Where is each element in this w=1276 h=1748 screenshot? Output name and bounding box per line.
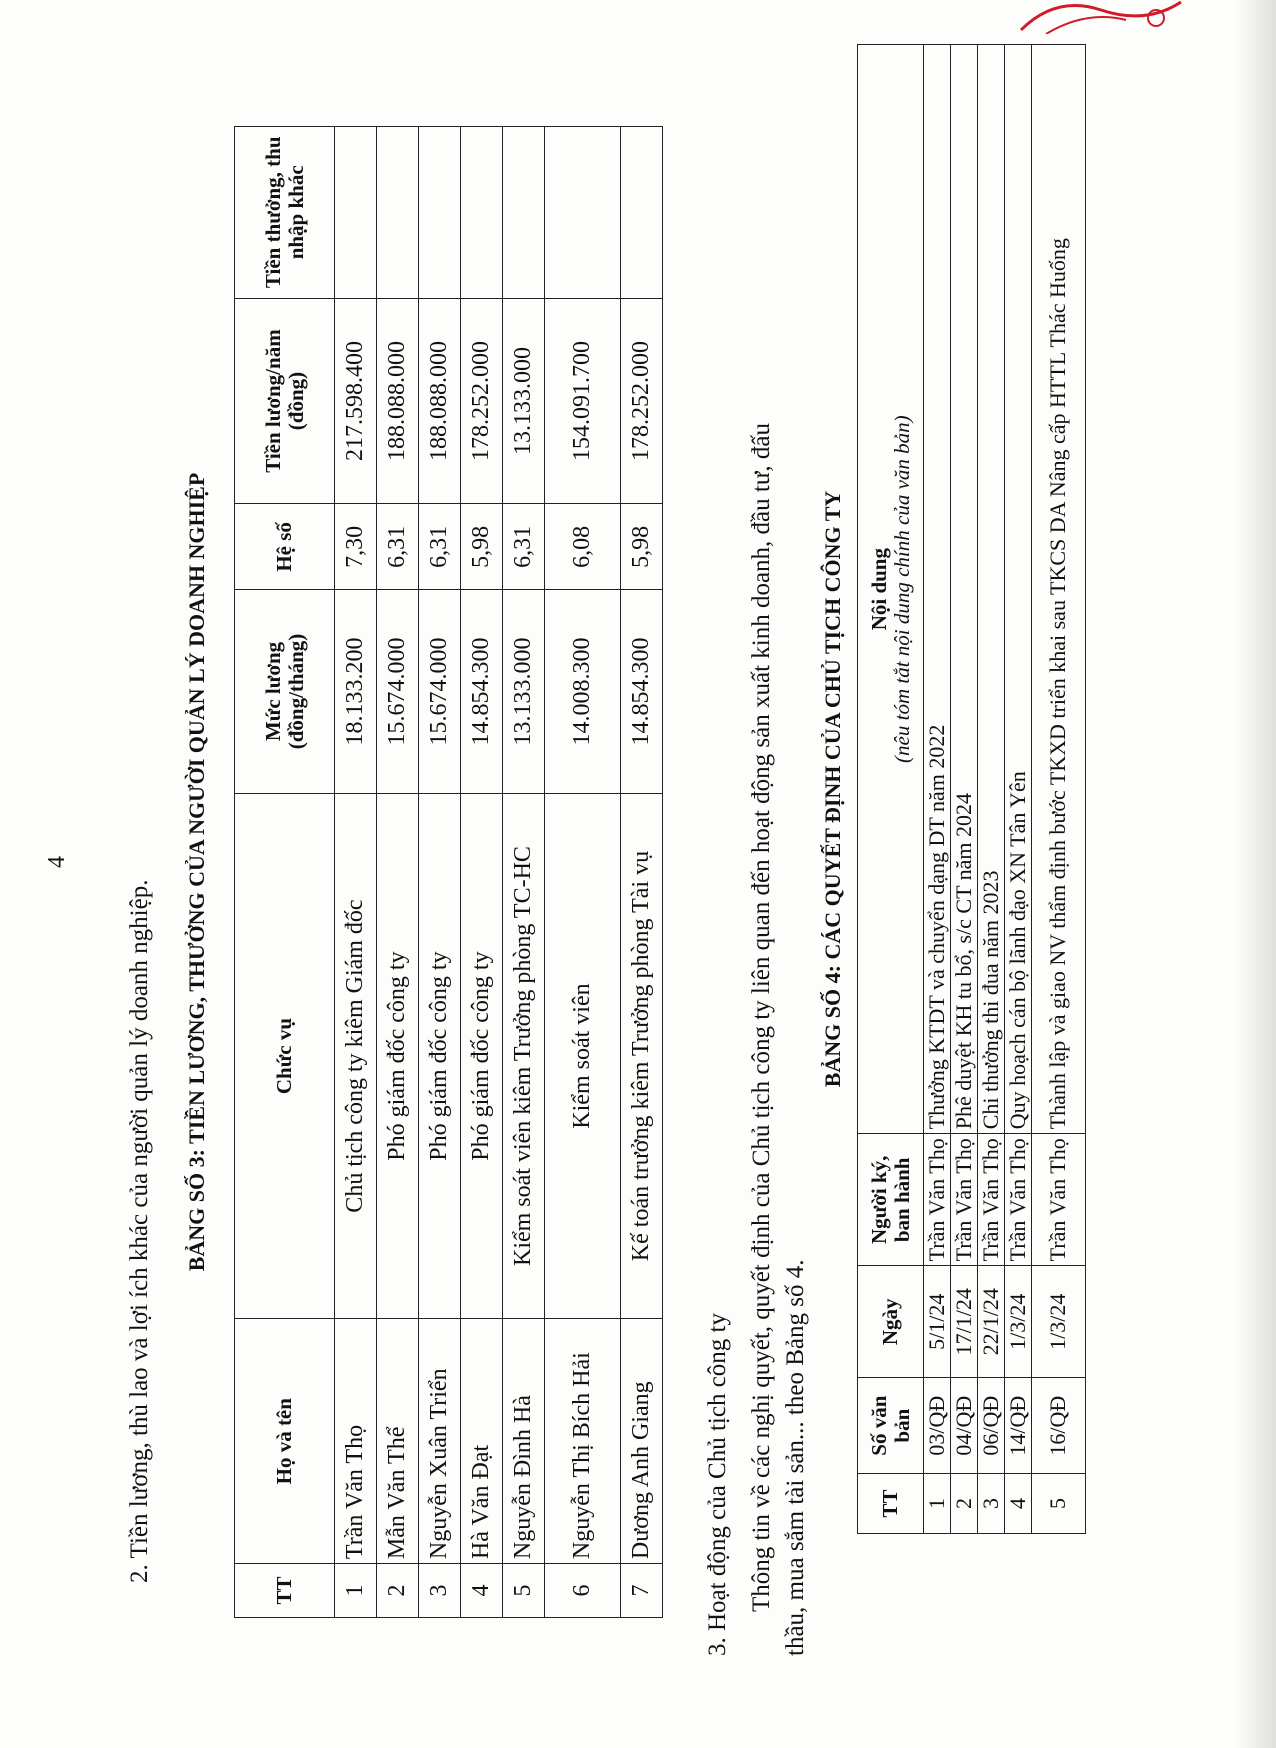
cell-date: 17/1/24 <box>951 1266 978 1378</box>
cell-coef: 5,98 <box>621 504 663 590</box>
cell-annual: 217.598.400 <box>335 298 377 504</box>
cell-tt: 5 <box>1032 1474 1086 1534</box>
cell-tt: 1 <box>335 1564 377 1618</box>
table-row <box>924 45 951 1534</box>
table3-header-annual: Tiền lương/năm (đồng) <box>235 298 335 504</box>
cell-tt: 4 <box>1005 1474 1032 1534</box>
cell-position: Kiểm soát viên kiêm Trưởng phòng TC-HC <box>503 793 545 1319</box>
cell-position: Phó giám đốc công ty <box>461 793 503 1319</box>
table4-decisions <box>857 44 1086 1534</box>
cell-bonus <box>621 127 663 299</box>
cell-content: Phê duyệt KH tu bổ, s/c CT năm 2024 <box>951 45 978 1134</box>
table4-header-signer: Người ký, ban hành <box>858 1134 924 1266</box>
cell-name: Nguyễn Đình Hà <box>503 1319 545 1564</box>
cell-salary: 15.674.000 <box>419 590 461 793</box>
cell-salary: 15.674.000 <box>377 590 419 793</box>
cell-name: Nguyễn Xuân Triển <box>419 1319 461 1564</box>
cell-annual: 178.252.000 <box>621 298 663 504</box>
cell-position: Phó giám đốc công ty <box>377 793 419 1319</box>
table-row <box>951 45 978 1534</box>
table3-title: BẢNG SỐ 3: TIỀN LƯƠNG, THƯỞNG CỦA NGƯỜI QUẢN LÝ DOANH NGHIỆP <box>184 472 209 1272</box>
cell-content: Quy hoạch cán bộ lãnh đạo XN Tân Yên <box>1005 45 1032 1134</box>
table-row <box>978 45 1005 1534</box>
cell-tt: 5 <box>503 1564 545 1618</box>
cell-content: Thành lập và giao NV thẩm định bước TKXD triển khai sau TKCS DA Nâng cấp HTTL Thác Huống <box>1032 45 1086 1134</box>
table-row <box>335 127 377 1618</box>
cell-annual: 154.091.700 <box>545 298 621 504</box>
table4-header-content <box>858 45 924 1134</box>
cell-tt: 1 <box>924 1474 951 1534</box>
cell-name: Hà Văn Đạt <box>461 1319 503 1564</box>
cell-signer: Trần Văn Thọ <box>951 1134 978 1266</box>
table4-header-date: Ngày <box>858 1266 924 1378</box>
cell-tt: 7 <box>621 1564 663 1618</box>
table3-salary <box>234 126 663 1618</box>
cell-coef: 7,30 <box>335 504 377 590</box>
cell-coef: 6,31 <box>419 504 461 590</box>
cell-signer: Trần Văn Thọ <box>1032 1134 1086 1266</box>
table4-header-doc: Số văn bản <box>858 1378 924 1474</box>
cell-doc: 04/QĐ <box>951 1378 978 1474</box>
section3-para-line1: Thông tin về các nghị quyết, quyết định của Chủ tịch công ty liên quan đến hoạt động sản xuất kinh doanh, đầu tư, đấu <box>748 423 775 1612</box>
cell-bonus <box>503 127 545 299</box>
cell-date: 1/3/24 <box>1032 1266 1086 1378</box>
cell-coef: 6,31 <box>503 504 545 590</box>
table-row <box>503 127 545 1618</box>
cell-bonus <box>461 127 503 299</box>
cell-coef: 6,08 <box>545 504 621 590</box>
cell-position: Kế toán trưởng kiêm Trưởng phòng Tài vụ <box>621 793 663 1319</box>
intro-line: 2. Tiền lương, thù lao và lợi ích khác của người quản lý doanh nghiệp. <box>126 879 153 1583</box>
cell-salary: 13.133.000 <box>503 590 545 793</box>
cell-tt: 6 <box>545 1564 621 1618</box>
table-row <box>377 127 419 1618</box>
cell-annual: 13.133.000 <box>503 298 545 504</box>
cell-salary: 14.854.300 <box>461 590 503 793</box>
table-row <box>621 127 663 1618</box>
cell-signer: Trần Văn Thọ <box>924 1134 951 1266</box>
cell-doc: 03/QĐ <box>924 1378 951 1474</box>
page-number: 4 <box>44 856 70 868</box>
cell-annual: 188.088.000 <box>377 298 419 504</box>
cell-annual: 188.088.000 <box>419 298 461 504</box>
cell-doc: 16/QĐ <box>1032 1378 1086 1474</box>
table4-title: BẢNG SỐ 4: CÁC QUYẾT ĐỊNH CỦA CHỦ TỊCH CÔNG TY <box>820 490 845 1088</box>
table4-header-content-label: Nội dung <box>867 548 892 631</box>
cell-position: Chủ tịch công ty kiêm Giám đốc <box>335 793 377 1319</box>
table-row <box>461 127 503 1618</box>
table-row <box>545 127 621 1618</box>
table3-header-tt: TT <box>235 1564 335 1618</box>
cell-name: Mẫn Văn Thể <box>377 1319 419 1564</box>
cell-annual: 178.252.000 <box>461 298 503 504</box>
table-row <box>1032 45 1086 1534</box>
cell-doc: 06/QĐ <box>978 1378 1005 1474</box>
cell-date: 5/1/24 <box>924 1266 951 1378</box>
table3-header-position: Chức vụ <box>235 793 335 1319</box>
cell-tt: 2 <box>951 1474 978 1534</box>
cell-bonus <box>377 127 419 299</box>
table3-header-salary: Mức lương (đồng/tháng) <box>235 590 335 793</box>
cell-position: Kiểm soát viên <box>545 793 621 1319</box>
cell-coef: 5,98 <box>461 504 503 590</box>
cell-name: Nguyễn Thị Bích Hải <box>545 1319 621 1564</box>
cell-salary: 14.008.300 <box>545 590 621 793</box>
cell-coef: 6,31 <box>377 504 419 590</box>
cell-date: 22/1/24 <box>978 1266 1005 1378</box>
cell-name: Trần Văn Thọ <box>335 1319 377 1564</box>
cell-tt: 3 <box>419 1564 461 1618</box>
table-row <box>419 127 461 1618</box>
cell-name: Dương Anh Giang <box>621 1319 663 1564</box>
cell-date: 1/3/24 <box>1005 1266 1032 1378</box>
cell-tt: 2 <box>377 1564 419 1618</box>
cell-salary: 14.854.300 <box>621 590 663 793</box>
table4-header-content-note: (nêu tóm tắt nội dung chính của văn bản) <box>889 415 914 763</box>
section3-heading: 3. Hoạt động của Chủ tịch công ty <box>704 1313 731 1656</box>
cell-tt: 4 <box>461 1564 503 1618</box>
cell-signer: Trần Văn Thọ <box>978 1134 1005 1266</box>
cell-doc: 14/QĐ <box>1005 1378 1032 1474</box>
table3-header-name: Họ và tên <box>235 1319 335 1564</box>
table-row <box>1005 45 1032 1534</box>
table3-header-bonus: Tiền thưởng, thu nhập khác <box>235 127 335 299</box>
cell-position: Phó giám đốc công ty <box>419 793 461 1319</box>
cell-signer: Trần Văn Thọ <box>1005 1134 1032 1266</box>
table3-header-coef: Hệ số <box>235 504 335 590</box>
cell-bonus <box>335 127 377 299</box>
cell-content: Chi thưởng thi đua năm 2023 <box>978 45 1005 1134</box>
cell-salary: 18.133.200 <box>335 590 377 793</box>
cell-bonus <box>419 127 461 299</box>
cell-bonus <box>545 127 621 299</box>
cell-content: Thưởng KTDT và chuyển dạng DT năm 2022 <box>924 45 951 1134</box>
table4-header-tt: TT <box>858 1474 924 1534</box>
section3-para-line2: thầu, mua sắm tài sản... theo Bảng số 4. <box>782 1259 809 1656</box>
cell-tt: 3 <box>978 1474 1005 1534</box>
